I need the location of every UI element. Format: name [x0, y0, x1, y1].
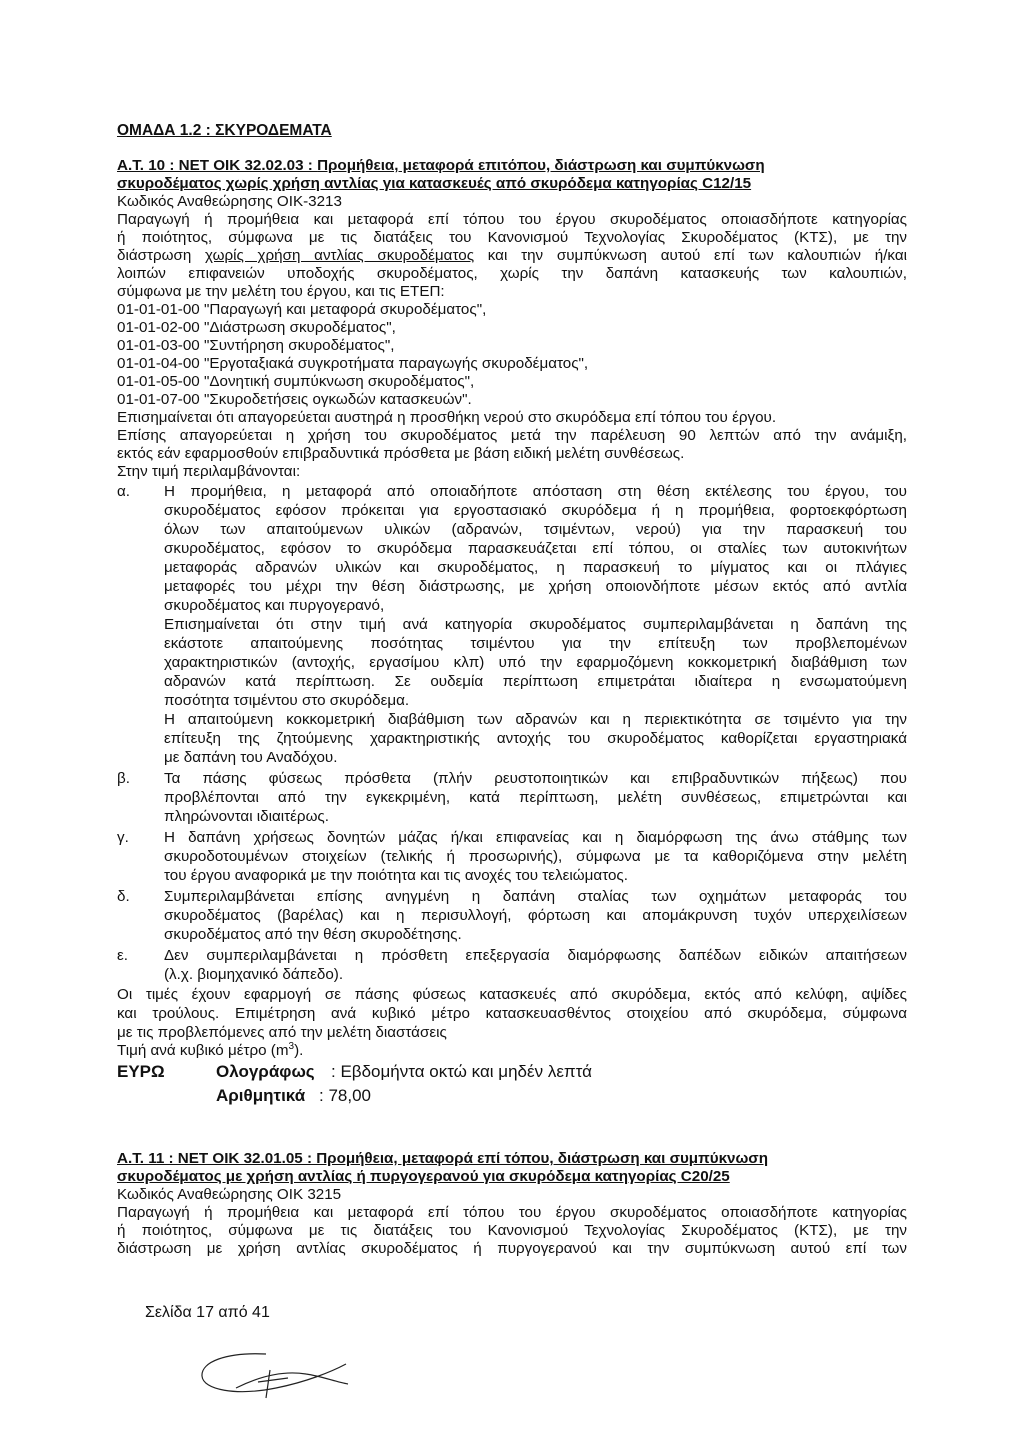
a2-line: εκάστοτε απαιτούμενης ποσότητας τσιμέντου για την επίτευξη των προβλεπομένων	[164, 635, 907, 652]
section-title: ΟΜΑΔΑ 1.2 : ΣΚΥΡΟΔΕΜΑΤΑ	[117, 122, 332, 139]
list-marker-d: δ.	[117, 888, 130, 905]
d-line: σκυροδέματος (βαρέλας) και η περισυλλογή, φόρτωση και απομάκρυνση τυχόν υπερχειλίσεων	[164, 907, 907, 924]
item10-heading-line1	[117, 157, 765, 175]
item10-p1-line5: σύμφωνα με την μελέτη του έργου, και τις ΕΤΕΠ:	[117, 283, 445, 300]
c-line: του έργου αναφορικά με την ποιότητα και τις ανοχές του τελειώματος.	[164, 867, 628, 884]
item11-revision-code: Κωδικός Αναθεώρησης ΟΙΚ 3215	[117, 1186, 342, 1203]
a-line: Η προμήθεια, η μεταφορά από οποιαδήποτε απόσταση στη θέση εκτέλεσης του έργου, του	[164, 483, 907, 500]
a3-line: με δαπάνη του Αναδόχου.	[164, 749, 338, 766]
item11-heading-line1: Α.Τ. 11 : ΝΕΤ ΟΙΚ 32.01.05 : Προμήθεια, μεταφορά επί τόπου, διάστρωση και συμπύκνωση	[117, 1150, 768, 1167]
etep-item: 01-01-04-00 "Εργοταξιακά συγκροτήματα παραγωγής σκυροδέματος",	[117, 355, 589, 372]
item10-p4-line: Οι τιμές έχουν εφαρμογή σε πάσης φύσεως κατασκευές από σκυρόδεμα, εκτός από κελύφη, αψίδες	[117, 986, 907, 1003]
etep-item: 01-01-05-00 "Δονητική συμπύκνωση σκυροδέματος",	[117, 373, 475, 390]
a-line: όλων των απαιτούμενων υλικών (αδρανών, τσιμέντων, νερού) για την παρασκευή του	[164, 521, 907, 538]
item10-p1-line4: λοιπών επιφανειών υποδοχής σκυροδέματος, χωρίς την δαπάνη κατασκευής των καλουπιών,	[117, 265, 907, 282]
d-line: σκυροδέματος από την θέση σκυροδέτησης.	[164, 926, 462, 943]
currency-label: ΕΥΡΩ	[117, 1062, 165, 1081]
a-line: σκυροδέματος, εφόσον το σκυρόδεμα παρασκευάζεται επί τόπου, οι σταλίες των αυτοκινήτων	[164, 540, 907, 557]
a-line: σκυροδέματος και πυργογερανό,	[164, 597, 385, 614]
amount-words-value: : Εβδομήντα οκτώ και μηδέν λεπτά	[331, 1062, 592, 1081]
item10-p1-line3: διάστρωση χωρίς χρήση αντλίας σκυροδέματος και την συμπύκνωση αυτού επί των καλουπιών ή/και	[117, 247, 907, 264]
etep-item: 01-01-01-00 "Παραγωγή και μεταφορά σκυροδέματος",	[117, 301, 487, 318]
unit-price-label: Τιμή ανά κυβικό μέτρο $(m^3)$.	[117, 1040, 304, 1059]
etep-item: 01-01-07-00 "Σκυροδετήσεις ογκωδών κατασκευών".	[117, 391, 472, 408]
item10-heading-line2: σκυροδέματος χωρίς χρήση αντλίας για κατασκευές από σκυρόδεμα κατηγορίας C12/15	[117, 175, 752, 192]
item10-p1-line2: ή ποιότητος, σύμφωνα με τις διατάξεις του Κανονισμού Τεχνολογίας Σκυροδέματος (ΚΤΣ), με την	[117, 229, 907, 246]
item10-p4-last: με τις προβλεπόμενες από την μελέτη διαστάσεις	[117, 1024, 447, 1041]
a3-line: Η απαιτούμενη κοκκομετρική διαβάθμιση των αδρανών και η περιεκτικότητα σε τσιμέντο για την	[164, 711, 907, 728]
item10-title-part1: Προμήθεια, μεταφορά επιτόπου, διάστρωση και συμπύκνωση	[317, 157, 765, 174]
item10-p2: Επισημαίνεται ότι απαγορεύεται αυστηρά η προσθήκη νερού στο σκυρόδεμα επί τόπου του έργου.	[117, 409, 777, 426]
a3-line: επίτευξη της ζητούμενης χαρακτηριστικής αντοχής του σκυροδέματος καθορίζεται εργαστηριακά	[164, 730, 907, 747]
a-line: μεταφοράς αδρανών υλικών και σκυροδέματος, η παρασκευή το μίγματος και οι πλάγιες	[164, 559, 907, 576]
e-line: Δεν συμπεριλαμβάνεται η πρόσθετη επεξεργασία διαμόρφωσης δαπέδων ειδικών απαιτήσεων	[164, 947, 907, 964]
item10-revision-code: Κωδικός Αναθεώρησης ΟΙΚ-3213	[117, 193, 342, 210]
item11-line: ή ποιότητος, σύμφωνα με τις διατάξεις του Κανονισμού Τεχνολογίας Σκυροδέματος (ΚΤΣ), με την	[117, 1222, 907, 1239]
signature-icon	[196, 1348, 356, 1408]
no-pump-emphasis: χωρίς χρήση αντλίας σκυροδέματος	[205, 247, 475, 264]
a-line: μεταφορές του μέχρι την θέση διάστρωσης, με χρήση οποιονδήποτε μέσων εκτός από αντλία	[164, 578, 907, 595]
b-line: προβλέπονται από την εγκεκριμένη, κατά περίπτωση, μελέτη συνθέσεως, επιμετρώνται και	[164, 789, 907, 806]
e-line: (λ.χ. βιομηχανικό δάπεδο).	[164, 966, 344, 983]
a2-line: Επισημαίνεται ότι στην τιμή ανά κατηγορία σκυροδέματος συμπεριλαμβάνεται η δαπάνη της	[164, 616, 907, 633]
unit-superscript: 3	[288, 1040, 295, 1052]
item10-p3-line2: εκτός εάν εφαρμοσθούν επιβραδυντικά πρόσθετα με βάση ειδική μελέτη συνθέσεως.	[117, 445, 685, 462]
a-line: σκυροδέματος εφόσον πρόκειται για εργοστασιακό σκυρόδεμα ή η προμήθεια, φορτοεκφόρτωση	[164, 502, 907, 519]
item10-p4-line: και τρούλους. Επιμέτρηση ανά κυβικό μέτρο κατασκευασθέντος στοιχείου από σκυρόδεμα, σύμφωνα	[117, 1005, 907, 1022]
list-marker-e: ε.	[117, 947, 128, 964]
list-marker-a: α.	[117, 483, 130, 500]
etep-item: 01-01-03-00 "Συντήρηση σκυροδέματος",	[117, 337, 395, 354]
amount-words-label: Ολογράφως	[216, 1062, 315, 1081]
item10-p3-line1: Επίσης απαγορεύεται η χρήση του σκυροδέματος μετά την παρέλευση 90 λεπτών από την ανάμιξη,	[117, 427, 907, 444]
amount-numeric-label: Αριθμητικά	[216, 1086, 306, 1105]
a2-line: ποσότητα τσιμέντου στο σκυρόδεμα.	[164, 692, 410, 709]
item11-heading-line2: σκυροδέματος με χρήση αντλίας ή πυργογερανού για σκυρόδεμα κατηγορίας C20/25	[117, 1168, 730, 1185]
item11-line: διάστρωση με χρήση αντλίας σκυροδέματος ή πυργογερανού και την συμπύκνωση αυτού επί των	[117, 1240, 907, 1257]
includes-label: Στην τιμή περιλαμβάνονται:	[117, 463, 301, 480]
b-line: πληρώνονται ιδιαιτέρως.	[164, 808, 329, 825]
item11-line: Παραγωγή ή προμήθεια και μεταφορά επί τόπου του έργου σκυροδέματος οποιασδήποτε κατηγορίας	[117, 1204, 907, 1221]
etep-item: 01-01-02-00 "Διάστρωση σκυροδέματος",	[117, 319, 396, 336]
page-number: Σελίδα 17 από 41	[145, 1304, 270, 1321]
a2-line: χαρακτηριστικών (αντοχής, εργασίμου κλπ) υπό την εφαρμοζόμενη κοκκομετρική διαβάθμιση των	[164, 654, 907, 671]
list-marker-b: β.	[117, 770, 130, 787]
c-line: Η δαπάνη χρήσεως δονητών μάζας ή/και επιφανείας και η διαμόρφωση της άνω στάθμης των	[164, 829, 907, 846]
c-line: σκυροδοτουμένων στοιχείων (τελικής ή προσωρινής), σύμφωνα με τα καθοριζόμενα στην μελέτη	[164, 848, 907, 865]
item10-code-ref: Α.Τ. 10 : ΝΕΤ ΟΙΚ 32.02.03 :	[117, 157, 318, 174]
a2-line: αδρανών κατά περίπτωση. Σε ουδεμία περίπτωση επιμετράται ιδιαίτερα η ενσωματούμενη	[164, 673, 907, 690]
item10-p1-line1: Παραγωγή ή προμήθεια και μεταφορά επί τόπου του έργου σκυροδέματος οποιασδήποτε κατηγορίας	[117, 211, 907, 228]
amount-numeric-value: : 78,00	[319, 1086, 371, 1105]
b-line: Τα πάσης φύσεως πρόσθετα (πλήν ρευστοποιητικών και επιβραδυντικών πήξεως) που	[164, 770, 907, 787]
d-line: Συμπεριλαμβάνεται επίσης ανηγμένη η δαπάνη σταλίας των οχημάτων μεταφοράς του	[164, 888, 907, 905]
list-marker-c: γ.	[117, 829, 129, 846]
